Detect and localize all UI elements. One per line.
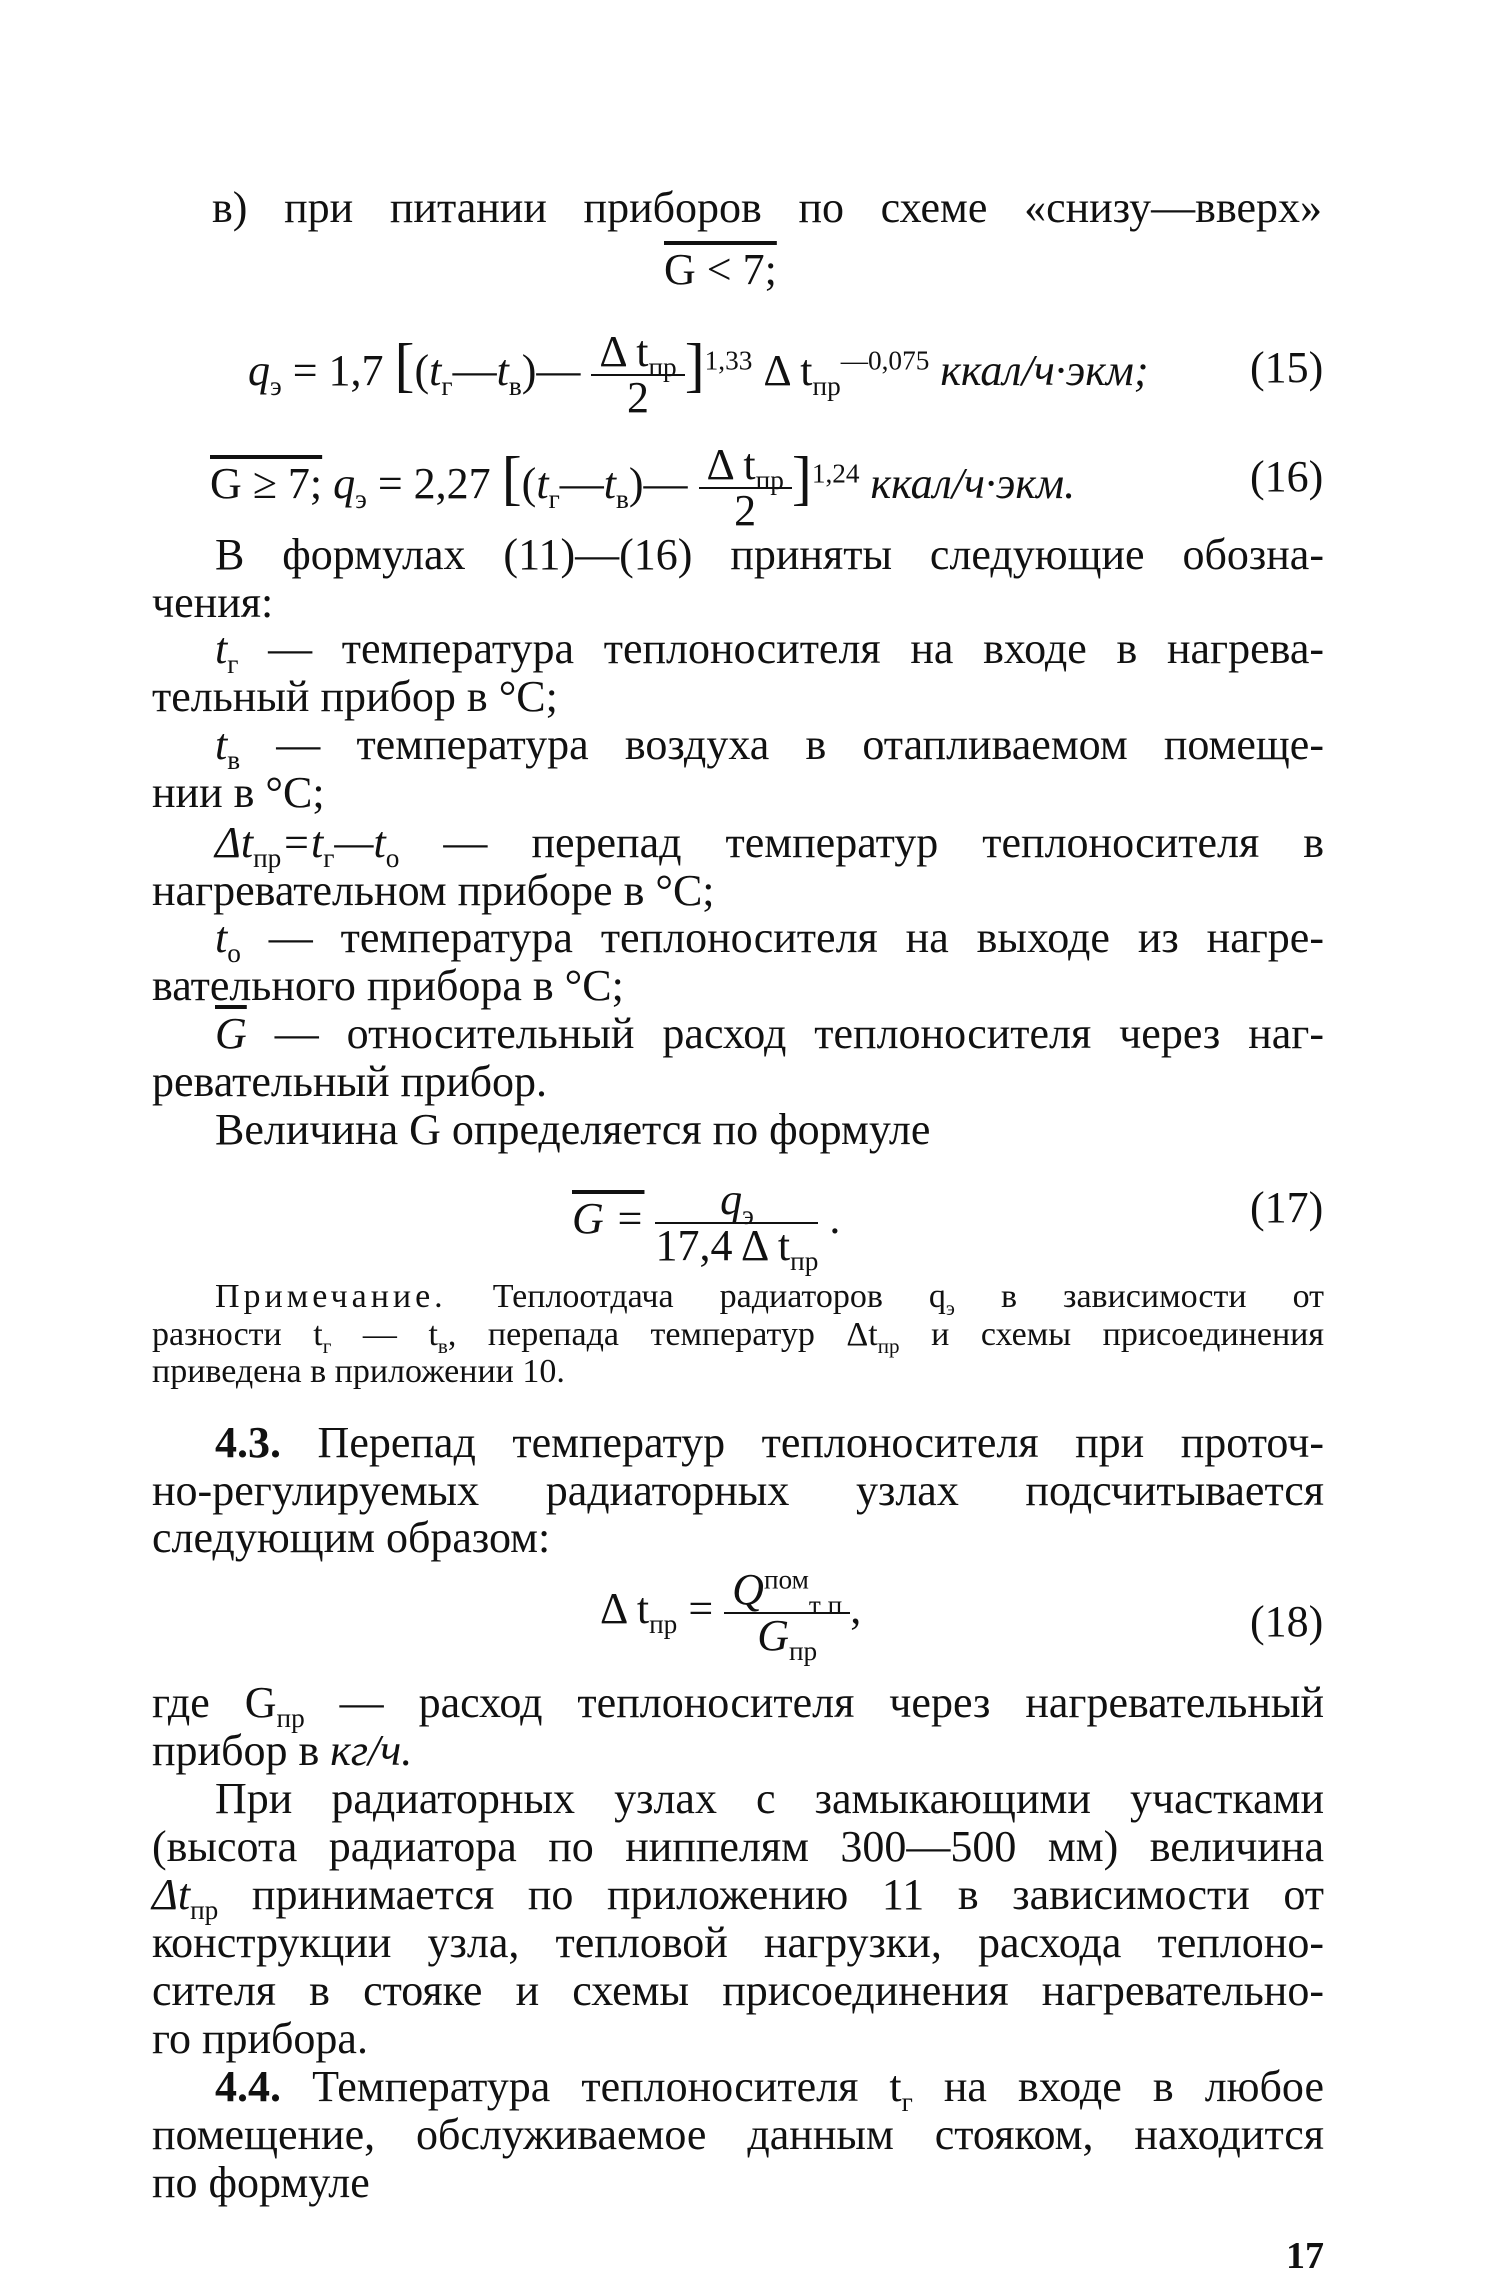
equation-16-number: (16) xyxy=(1250,452,1324,501)
def-tv-line-2: нии в °С; xyxy=(152,768,325,817)
sec44-line-2: помещение, обслуживаемое данным стояком, находится xyxy=(152,2110,1324,2159)
def-to-line-1: $t_о$ — температура теплоносителя на выходе из нагре- xyxy=(215,913,1324,968)
eq15-fraction: $\frac{\Delta t_{пр}}{2}$ xyxy=(591,330,684,420)
where-line-2: прибор в кг/ч. xyxy=(152,1726,413,1775)
def-to-line-2: вательного прибора в °С; xyxy=(152,961,624,1010)
radiator-para-line-4: конструкции узла, тепловой нагрузки, расхода теплоно- xyxy=(152,1918,1324,1967)
sec43-line-3: следующим образом: xyxy=(152,1513,551,1562)
condition-g-less-7: G < 7; xyxy=(664,245,777,294)
g-defined-line: Величина G определяется по формуле xyxy=(215,1105,931,1154)
equation-15: $q_э = 1,7$ [$(t_г—t_в)—$ $\frac{\Delta t_{пр}}{2}$ ]$^{1,33}$ Δ $t_{пр}^{—0,075}$ ккал/ч·экм; xyxy=(248,327,1149,422)
intro-line: в) при питании приборов по схеме «снизу—вверх» xyxy=(212,183,1322,232)
equation-15-number: (15) xyxy=(1250,343,1324,392)
def-tg-line-2: тельный прибор в °С; xyxy=(152,672,558,721)
eq16-fraction: $\frac{\Delta t_{пр}}{2}$ xyxy=(699,443,792,533)
sec44-line-3: по формуле xyxy=(152,2158,370,2207)
equation-17-number: (17) xyxy=(1250,1183,1324,1232)
eq18-fraction: $\frac{Q^{пом}_{т п}}{G_{пр}}$ xyxy=(724,1568,850,1658)
page-number: 17 xyxy=(1286,2235,1324,2277)
equation-18: Δ $t_{пр}$ = $\frac{Q^{пом}_{т п}}{G_{пр}}$ , xyxy=(600,1564,862,1666)
equation-16: G ≥ 7; $q_э = 2,27$ [$(t_г—t_в)—$ $\frac{\Delta t_{пр}}{2}$ ]$^{1,24}$ ккал/ч·экм. xyxy=(210,440,1076,535)
radiator-para-line-6: го прибора. xyxy=(152,2014,368,2063)
eq17-fraction: $\frac{q_э}{17,4 \Delta t_{пр}}$ xyxy=(655,1175,819,1276)
sec43-line-2: но-регулируемых радиаторных узлах подсчитывается xyxy=(152,1466,1324,1515)
def-dt-line-2: нагревательном приборе в °С; xyxy=(152,866,715,915)
equation-18-number: (18) xyxy=(1250,1597,1324,1646)
where-line-1: где $G_{пр}$ — расход теплоносителя через нагревательный xyxy=(152,1678,1325,1733)
note-line-2: разности $t_г$ — $t_в$, перепада температур $\Delta t_{пр}$ и схемы присоединения xyxy=(152,1316,1324,1358)
radiator-para-line-1: При радиаторных узлах с замыкающими участками xyxy=(215,1774,1324,1823)
radiator-para-line-5: сителя в стояке и схемы присоединения нагревательно- xyxy=(152,1966,1324,2015)
radiator-para-line-3: $\Delta t_{пр}$ принимается по приложению 11 в зависимости от xyxy=(152,1870,1325,1925)
radiator-para-line-2: (высота радиатора по ниппелям 300—500 мм) величина xyxy=(152,1822,1324,1871)
sec43-line-1: 4.3. Перепад температур теплоносителя при проточ- xyxy=(215,1418,1324,1467)
note-line-1: Примечание. Теплоотдача радиаторов $q_э$ в зависимости от xyxy=(215,1278,1324,1320)
notation-para-line-1: В формулах (11)—(16) приняты следующие обозна- xyxy=(215,530,1324,579)
def-g-line-1: $\overline{G}$ — относительный расход теплоносителя через наг- xyxy=(215,1009,1324,1058)
def-tg-line-1: $t_г$ — температура теплоносителя на входе в нагрева- xyxy=(215,624,1324,679)
def-dt-line-1: $\Delta t_{пр}=t_г—t_о$ — перепад температур теплоносителя в xyxy=(215,818,1324,873)
equation-17: G = $\frac{q_э}{17,4 \Delta t_{пр}}$ . xyxy=(572,1175,841,1276)
sec44-line-1: 4.4. Температура теплоносителя $t_г$ на входе в любое xyxy=(215,2062,1324,2117)
notation-para-line-2: чения: xyxy=(152,578,274,627)
note-line-3: приведена в приложении 10. xyxy=(152,1353,565,1390)
def-g-line-2: ревательный прибор. xyxy=(152,1057,548,1106)
def-tv-line-1: $t_в$ — температура воздуха в отапливаемом помеще- xyxy=(215,720,1324,775)
